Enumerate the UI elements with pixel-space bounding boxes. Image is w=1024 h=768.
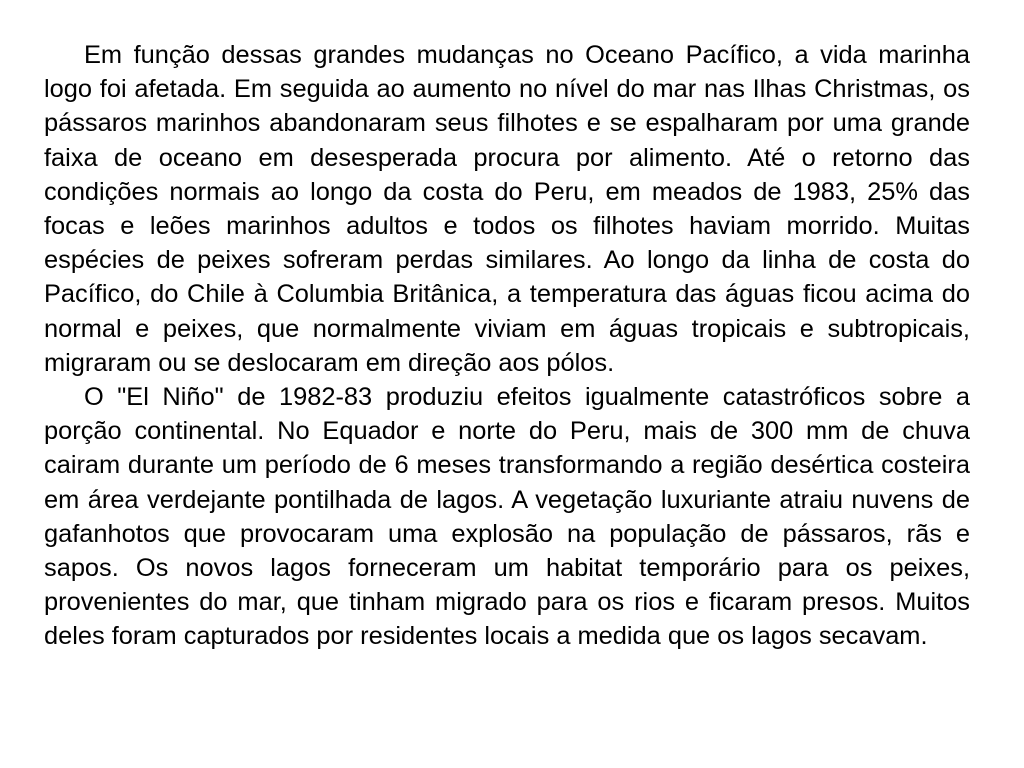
paragraph-marine-life: Em função dessas grandes mudanças no Oceano Pacífico, a vida marinha logo foi afetada. Em seguida ao aumento no nível do mar nas Ilhas Christmas, os pássaros marinhos abandonaram seus filhotes e se espalharam por uma grande faixa de oceano em desesperada procura por alimento. Até o retorno das condições normais ao longo da costa do Peru, em meados de 1983, 25% das focas e leões marinhos adultos e todos os filhotes haviam morrido. Muitas espécies de peixes sofreram perdas similares. Ao longo da linha de costa do Pacífico, do Chile à Columbia Britânica, a temperatura das águas ficou acima do normal e peixes, que normalmente viviam em águas tropicais e subtropicais, migraram ou se deslocaram em direção aos pólos. <box>44 41 970 377</box>
paragraph-continental-effects: O "El Niño" de 1982-83 produziu efeitos igualmente catastróficos sobre a porção continental. No Equador e norte do Peru, mais de 300 mm de chuva cairam durante um período de 6 meses transformando a região desértica costeira em área verdejante pontilhada de lagos. A vegetação luxuriante atraiu nuvens de gafanhotos que provocaram uma explosão na população de pássaros, rãs e sapos. Os novos lagos forneceram um habitat temporário para os peixes, provenientes do mar, que tinham migrado para os rios e ficaram presos. Muitos deles foram capturados por residentes locais a medida que os lagos secavam. <box>44 383 970 651</box>
slide-text-body <box>44 38 970 654</box>
